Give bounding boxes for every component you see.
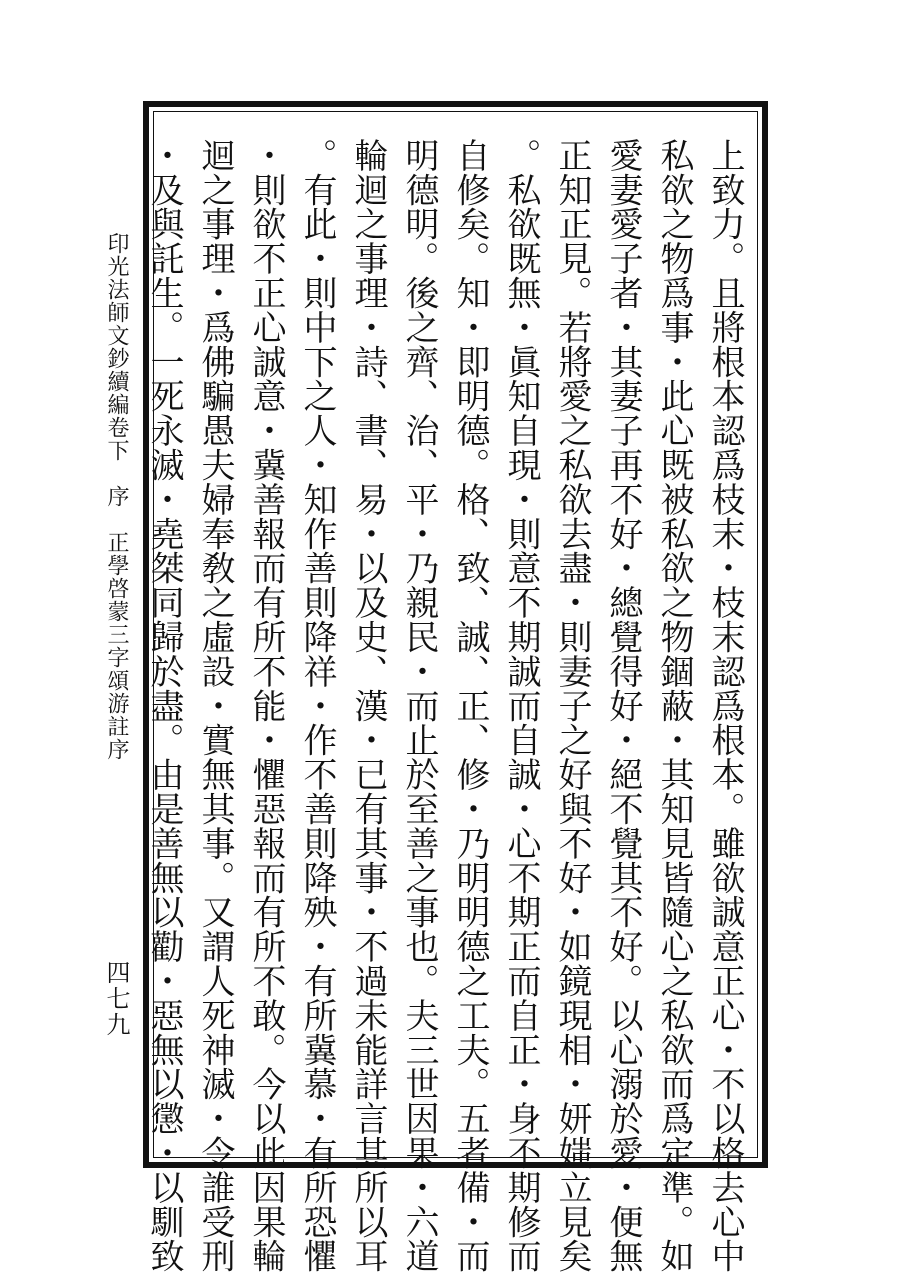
text-column: 。私欲既無・眞知自現・則意不期誠而自誠・心不期正而自正・身不期修而 [501,138,541,1273]
text-column: 私欲之物爲事・此心既被私欲之物錮蔽・其知見皆隨心之私欲而爲定準。如 [654,138,694,1273]
running-header: 印光法師文鈔續編卷下 序 正學啓蒙三字頌游註序 [104,232,129,761]
text-column: ・則欲不正心誠意・冀善報而有所不能・懼惡報而有所不敢。今以此因果輪 [246,138,286,1273]
main-text [144,138,750,1273]
text-column: ・及與託生。一死永滅・堯桀同歸於盡。由是善無以勸・惡無以懲・以馴致 [144,138,184,1273]
text-column: 輪迴之事理・詩、書、易・以及史、漢・已有其事・不過未能詳言其所以耳 [348,138,388,1273]
text-column: 明德明。後之齊、治、平・乃親民・而止於至善之事也。夫三世因果・六道 [399,138,439,1273]
text-column: 自修矣。知・即明德。格、致、誠、正、修・乃明明德之工夫。五者備・而 [450,138,490,1273]
text-column: 上致力。且將根本認爲枝末・枝末認爲根本。雖欲誠意正心・不以格去心中 [705,138,745,1273]
text-column: 正知正見。若將愛之私欲去盡・則妻子之好與不好・如鏡現相・妍媸立見矣 [552,138,592,1273]
text-column: 迴之事理・爲佛騙愚夫婦奉敎之虛設・實無其事。又謂人死神滅・令誰受刑 [195,138,235,1273]
text-column: 。有此・則中下之人・知作善則降祥・作不善則降殃・有所冀慕・有所恐懼 [297,138,337,1273]
text-column: 愛妻愛子者・其妻子再不好・總覺得好・絕不覺其不好。以心溺於愛・便無 [603,138,643,1273]
page-number: 四七九 [102,960,130,1038]
